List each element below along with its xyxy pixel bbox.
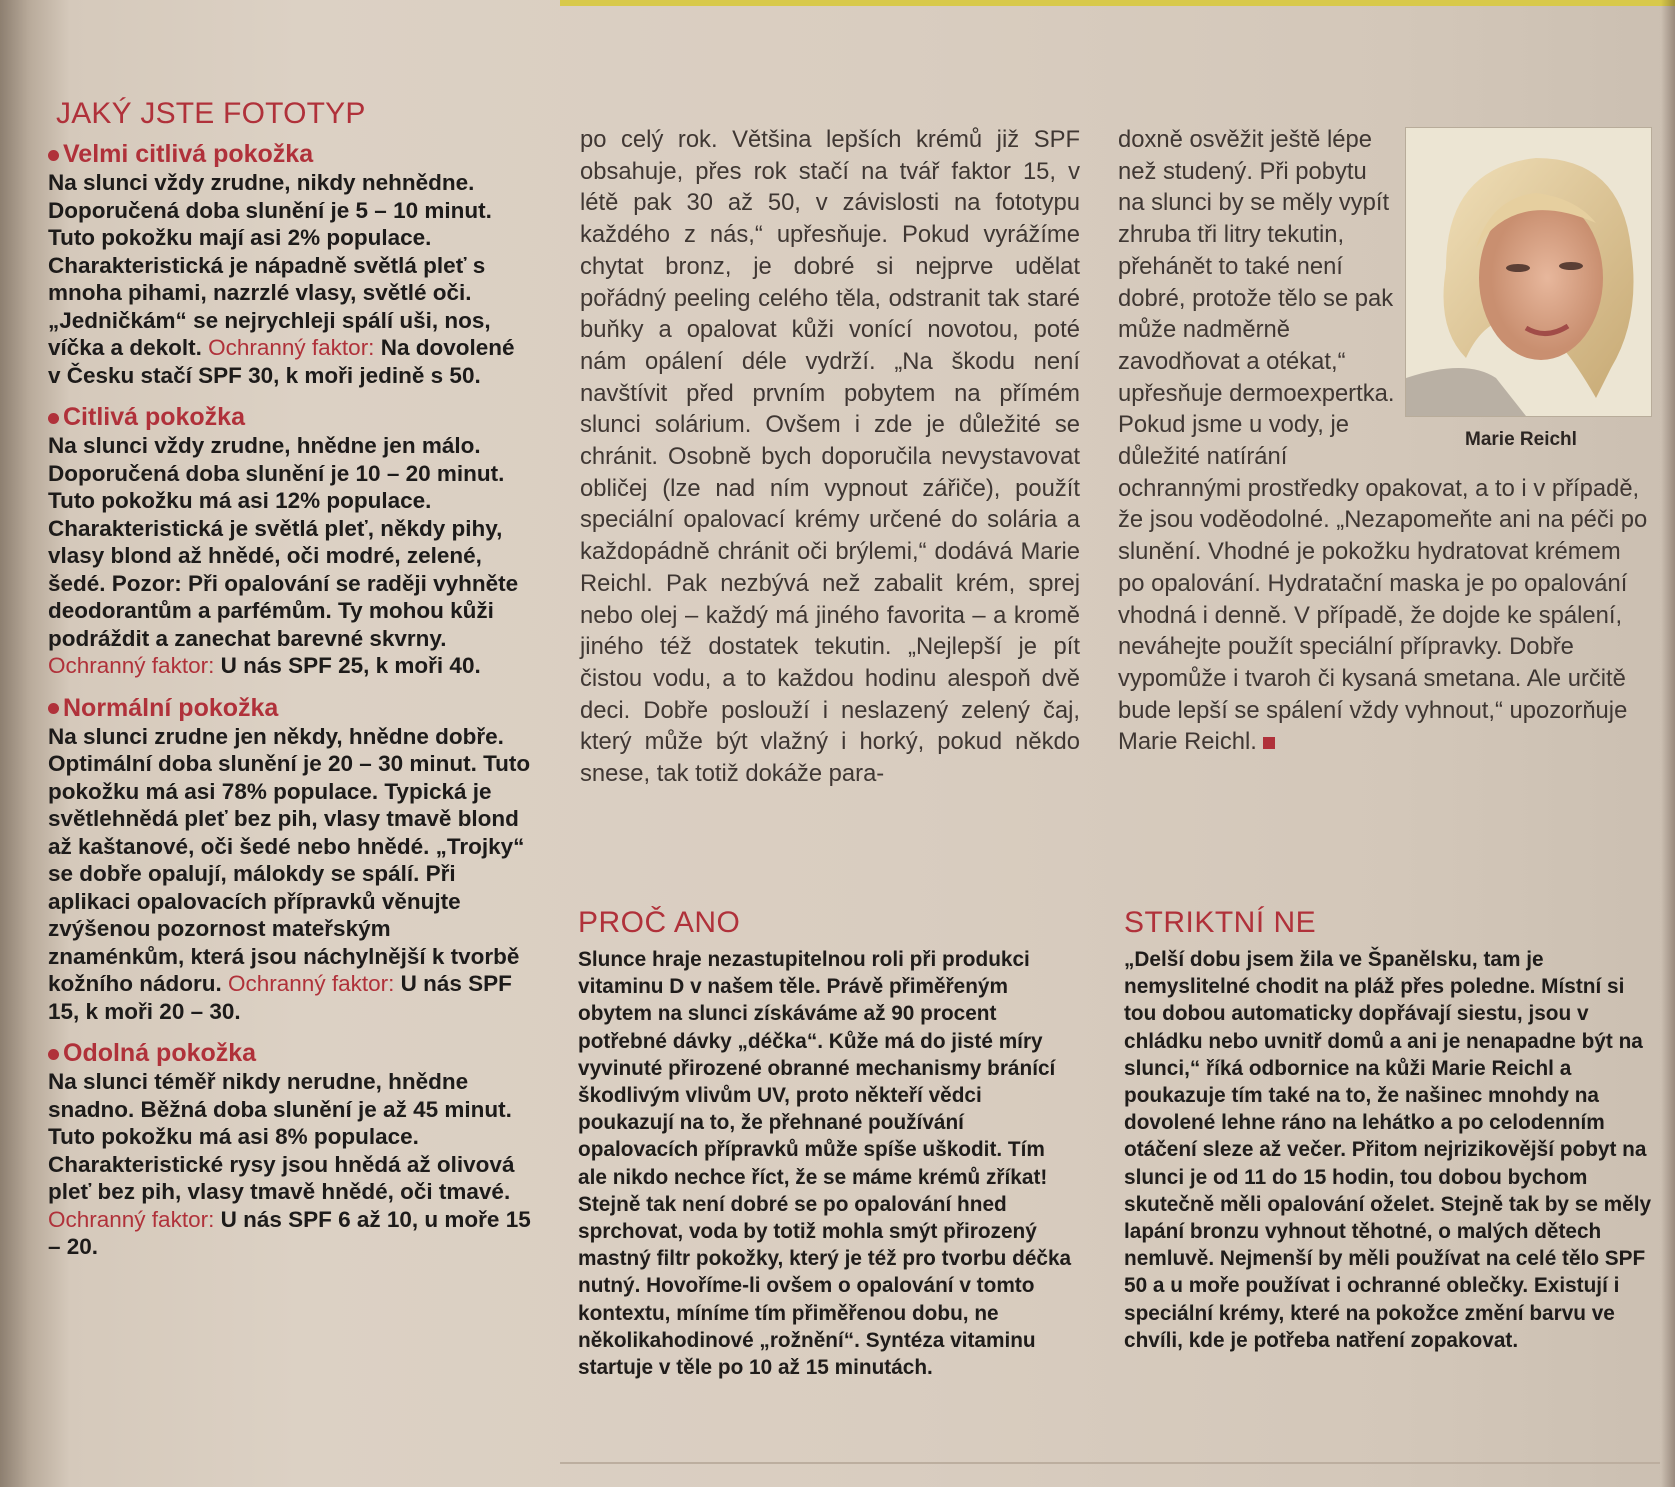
- factor-label: Ochranný faktor:: [228, 971, 395, 996]
- factor-text: U nás SPF 6 až 10, u moře 15 – 20.: [48, 1206, 531, 1259]
- portrait-figure: [1405, 124, 1653, 454]
- type-body: [48, 723, 533, 1026]
- factor-label: Ochranný faktor:: [208, 335, 375, 360]
- section-body: Slunce hraje nezastupitelnou roli při produkci vitaminu D v našem těle. Právě přiměřeným obytem na slunci získáváme až 90 procent potřebné dávky „déčka“. Kůže má do jisté míry vyvinuté přirozené obranné mechanismy bránící škodlivým vlivům UV, proto někteří vědci poukazují na to, že přehnané používání opalovacích přípravků může spíše uškodit. Tím ale nikdo nechce říct, že se máme krémů zříkat! Stejně tak není dobré se po opalování hned sprchovat, voda by totiž mohla smýt přirozený mastný filtr pokožky, který je též pro tvorbu déčka nutný. Hovoříme-li ovšem o opalování v tomto kontextu, míníme tím přiměřenou dobu, ne několikahodinové „rožnění“. Syntéza vitaminu startuje v těle po 10 až 15 minutách.: [578, 948, 1072, 1380]
- section-title: STRIKTNÍ NE: [1124, 906, 1317, 939]
- factor-label: Ochranný faktor:: [48, 653, 215, 678]
- type-description: Na slunci vždy zrudne, nikdy nehnědne. Doporučená doba slunění je 5 – 10 minut. Tuto pokožku mají asi 2% populace. Charakteristická je nápadně světlá pleť s mnoha pihami, nazrzlé vlasy, světlé oči. „Jedničkám“ se nejrychleji spálí uši, nos, víčka a dekolt.: [48, 170, 492, 360]
- article-column-middle: [580, 124, 1080, 790]
- section-striktni-ne: [1124, 904, 1654, 1354]
- article-column-right: [1118, 124, 1653, 758]
- factor-label: Ochranný faktor:: [48, 1206, 215, 1232]
- bullet-icon: [48, 703, 59, 714]
- type-description: Na slunci zrudne jen někdy, hnědne dobře. Optimální doba slunění je 20 – 30 minut. Tuto pokožku má asi 78% populace. Typická je světlehnědá pleť bez pih, vlasy tmavě blond až kaštanové, oči šedé nebo hnědé. „Trojky“ se dobře opalují, málokdy se spálí. Při aplikaci opalovacích přípravků věnujte zvýšenou pozornost mateřským znaménkům, která jsou náchylnější k tvorbě kožního nádoru.: [48, 723, 531, 996]
- type-body: [48, 1068, 533, 1261]
- section-proc-ano: [578, 904, 1078, 1381]
- factor-text: Na dovolené v Česku stačí SPF 30, k moři jedině s 50.: [48, 335, 515, 388]
- type-body: [48, 169, 533, 389]
- type-title-text: Normální pokožka: [63, 693, 279, 722]
- type-description: Na slunci vždy zrudne, hnědne jen málo. Doporučená doba slunění je 10 – 20 minut. Tuto pokožku má asi 12% populace. Charakteristická je světlá pleť, někdy pihy, vlasy blond až hnědé, oči modré, zelené, šedé. Pozor: Při opalování se raději vyhněte deodorantům a parfémům. Ty mohou kůži podráždit a zanechat barevné skvrny.: [48, 433, 519, 651]
- section-title: PROČ ANO: [578, 906, 741, 939]
- portrait-photo: [1405, 127, 1652, 417]
- factor-text: U nás SPF 25, k moři 40.: [220, 653, 481, 678]
- bullet-icon: [48, 413, 59, 424]
- type-block-very-sensitive: [48, 140, 533, 389]
- sidebar-heading: JAKÝ JSTE FOTOTYP: [56, 97, 366, 130]
- portrait-image: [1406, 128, 1651, 416]
- section-body: „Delší dobu jsem žila ve Španělsku, tam je nemyslitelné chodit na pláž přes poledne. Místní si tou dobou automaticky dopřávají siestu, jsou v chládku nebo uvnitř domů a ani je nenapadne být na slunci,“ říká odbornice na kůži Marie Reichl a poukazuje tím také na to, že našinec mnohdy na dovolené lehne ráno na lehátko a po celodenním otáčení sleze až večer. Přitom nejrizikovější pobyt na slunci je od 11 do 15 hodin, tou dobou bychom skutečně měli opalování oželet. Stejně tak by se měly lapání bronzu vyhnout těhotné, o malých dětech nemluvě. Nejmenší by měli používat na celé tělo SPF 50 a u moře používat i ochranné oblečky. Existují i speciální krémy, které na pokožce změní barvu ve chvíli, kde je potřeba natření zopakovat.: [1124, 948, 1652, 1352]
- type-body: [48, 432, 533, 680]
- type-block-resistant: [48, 1039, 533, 1261]
- page-edge-shadow: [1661, 0, 1675, 1487]
- article-text: po celý rok. Většina lepších krémů již SPF obsahuje, přes rok stačí na tvář faktor 15, v létě pak 30 až 50, v závislosti na fototypu každého z nás,“ upřesňuje. Pokud vyrážíme chytat bronz, je dobré si nejprve udělat pořádný peeling celého těla, odstranit tak staré buňky a opalovat kůži vonící novotou, poté nám opálení déle vydrží. „Na škodu není navštívit před prvním pobytem na přímém slunci solárium. Ovšem i zde je důležité se chránit. Osobně bych doporučila nevystavovat obličej (lze nad ním vypnout zářiče), použít speciální opalovací krémy určené do solária a každopádně chránit oči brýlemi,“ dodává Marie Reichl. Pak nezbývá než zabalit krém, sprej nebo olej – každý má jiného favorita – a kromě jiného též dostatek tekutin. „Nejlepší je pít čistou vodu, a to každou hodinu alespoň dvě deci. Dobře poslouží i neslazený zelený čaj, který může být vlažný i horký, pokud někdo snese, tak totiž dokáže para-: [580, 126, 1080, 788]
- bullet-icon: [48, 1049, 59, 1060]
- top-color-band: [560, 0, 1675, 6]
- type-title: [48, 403, 533, 432]
- article-end-mark-icon: [1263, 737, 1275, 749]
- type-title-text: Citlivá pokožka: [63, 403, 245, 431]
- bullet-icon: [48, 150, 59, 161]
- photo-caption: Marie Reichl: [1465, 429, 1577, 450]
- type-title-text: Velmi citlivá pokožka: [63, 140, 314, 168]
- type-description: Na slunci téměř nikdy nerudne, hnědne snadno. Běžná doba slunění je až 45 minut. Tuto pokožku má asi 8% populace. Charakteristické rysy jsou hnědá až olivová pleť bez pih, vlasy tmavě hnědé, oči tmavé.: [48, 1069, 515, 1204]
- type-title: [48, 1039, 533, 1068]
- type-title-text: Odolná pokožka: [63, 1039, 257, 1067]
- page-bottom-rule: [560, 1462, 1660, 1464]
- fototyp-sidebar: [48, 96, 533, 1275]
- factor-text: U nás SPF 15, k moři 20 – 30.: [48, 971, 512, 1024]
- article-text: doxně osvěžit ještě lépe než studený. Při pobytu na slunci by se měly vypít zhruba tři litry tekutin, přehánět to také není dobré, protože tělo se pak může nadměrně zavodňovat a otékat,“ upřesňuje dermoexpertka. Pokud jsme u vody, je důležité natírání ochrannými prostředky opakovat, a to i v případě, že jsou voděodolné. „Nezapomeňte ani na péči po slunění. Vhodné je pokožku hydratovat krémem po opalování. Hydratační maska je po opalování vhodná i denně. V případě, že dojde ke spálení, neváhejte použít speciální přípravky. Dobře vypomůže i tvaroh či kysaná smetana. Ale určitě bude lepší se spálení vždy vyhnout,“ upozorňuje Marie Reichl.: [1118, 126, 1648, 756]
- type-block-sensitive: [48, 403, 533, 680]
- type-title: [48, 694, 533, 723]
- type-block-normal: [48, 694, 533, 1026]
- type-title: [48, 140, 533, 169]
